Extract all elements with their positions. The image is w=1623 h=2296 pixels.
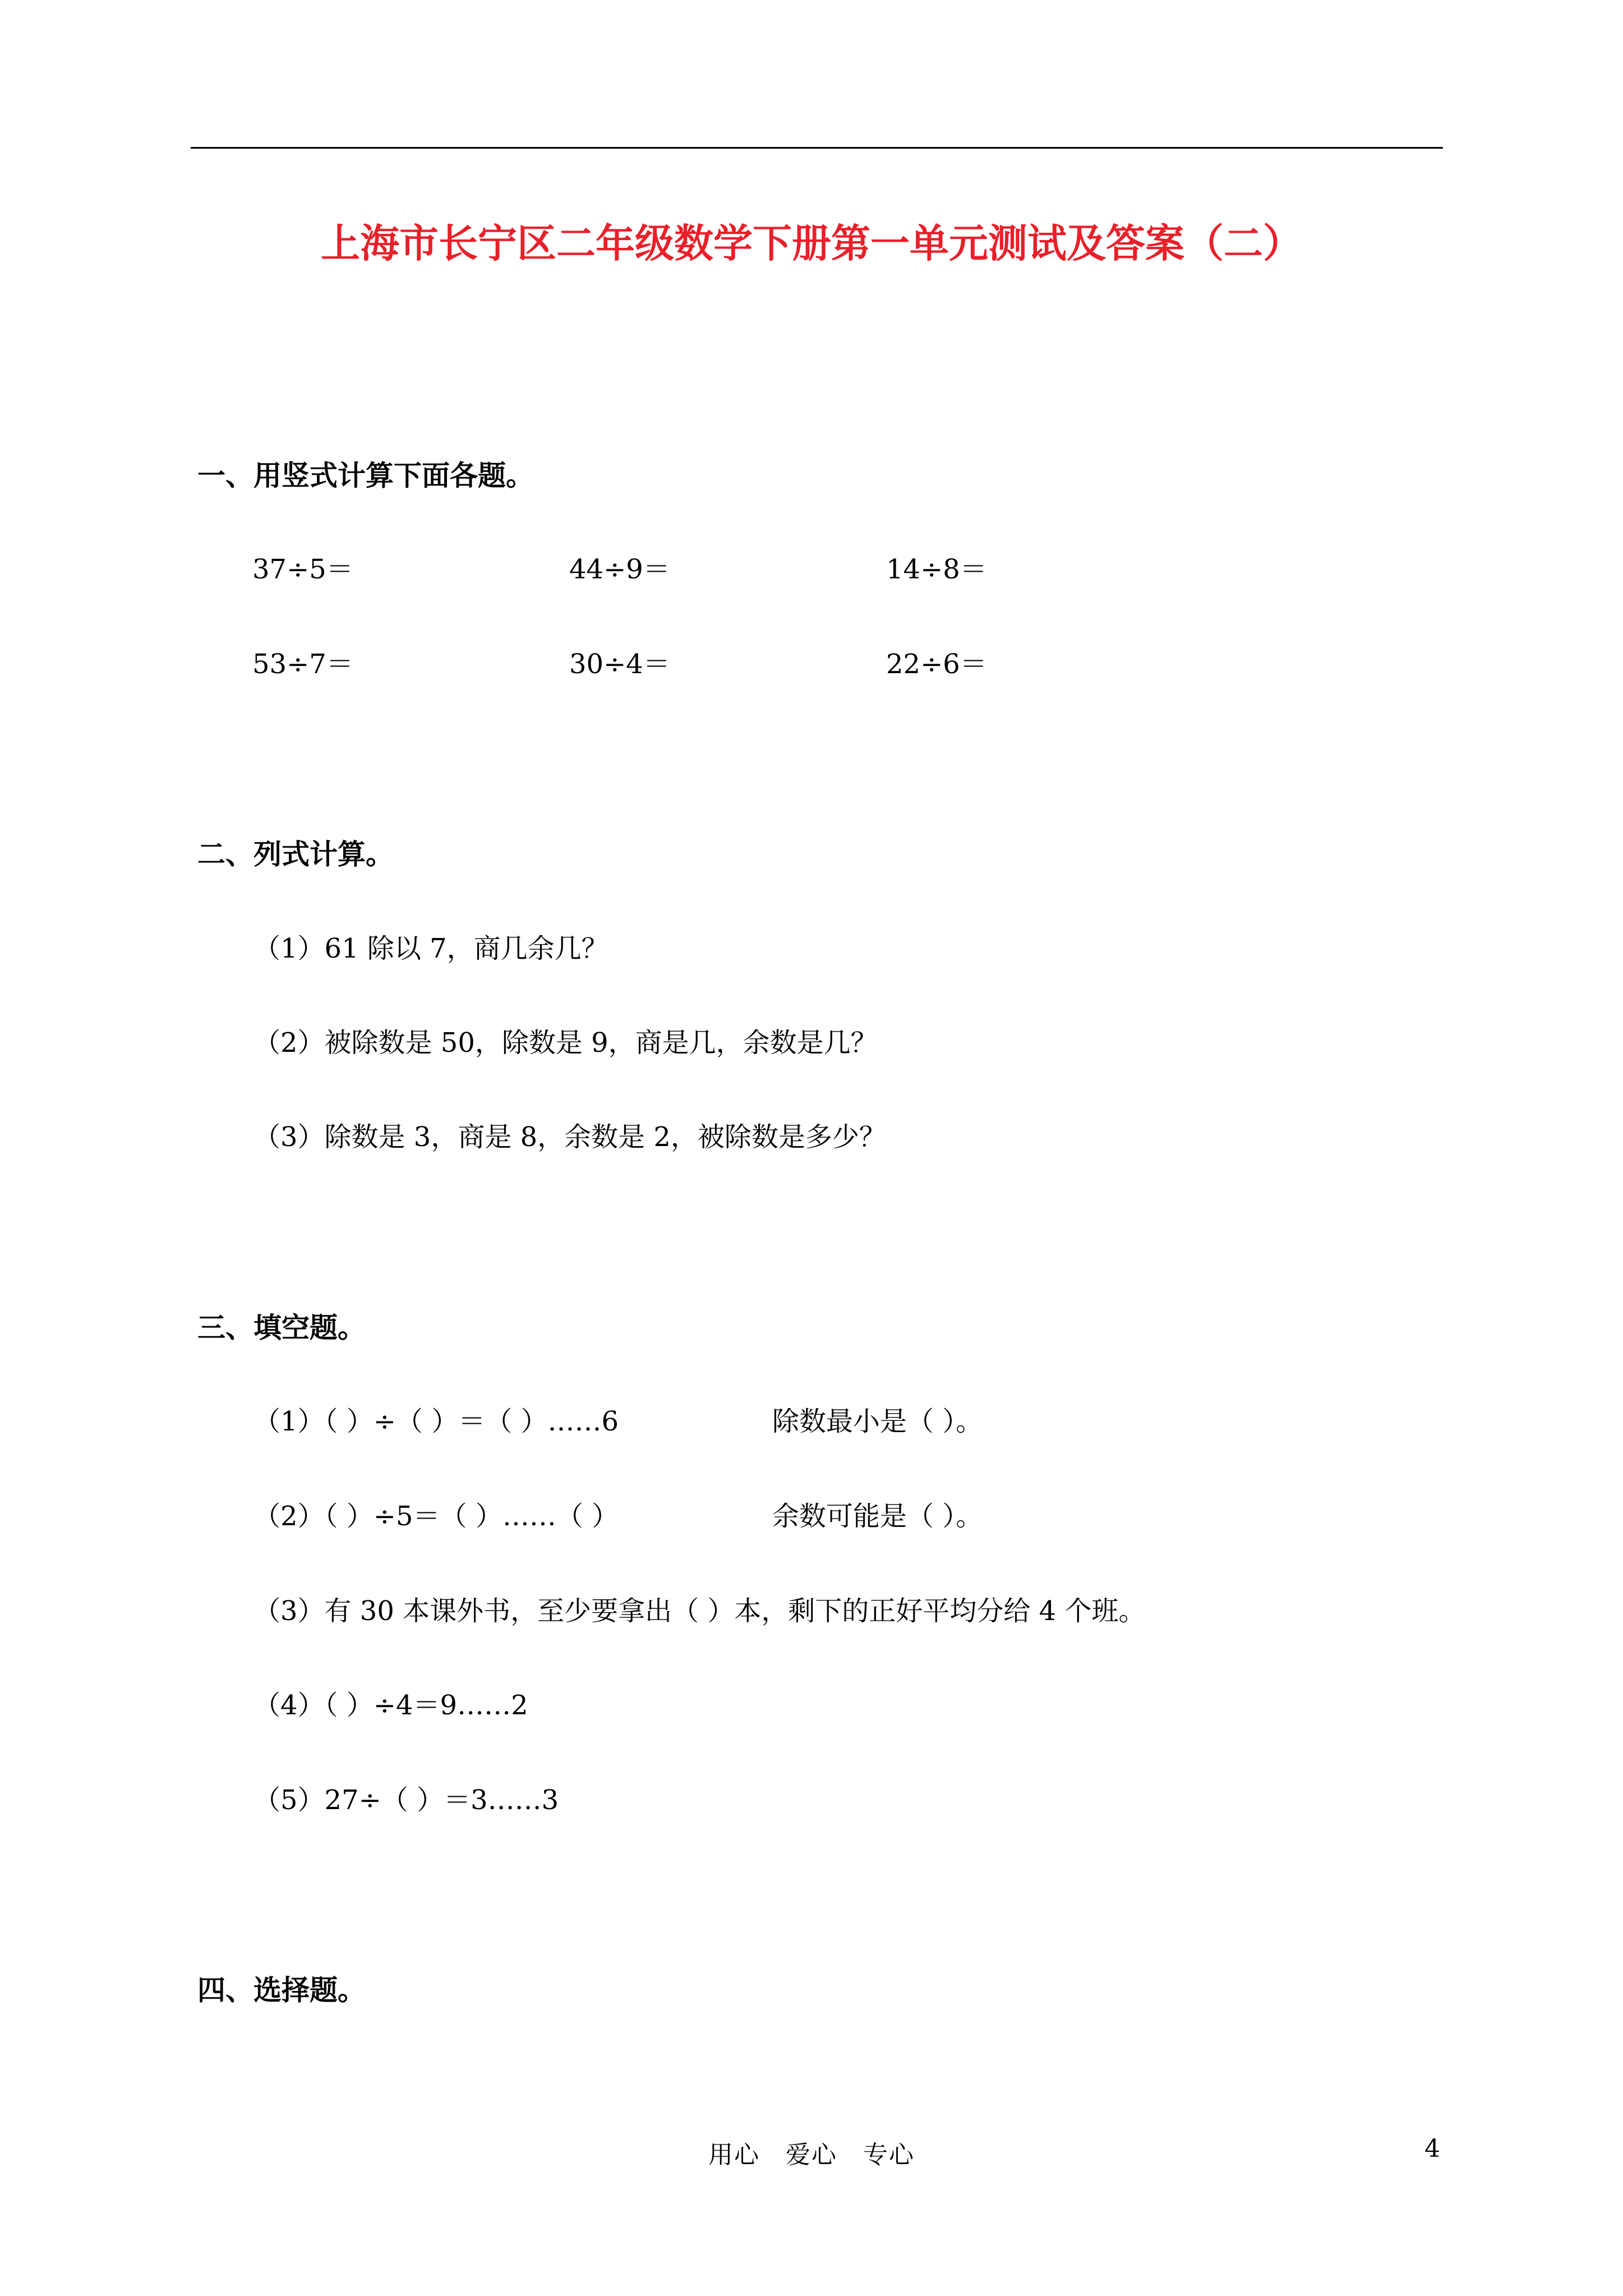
problem-2-1: （1）61 除以 7，商几余几？ xyxy=(253,933,608,964)
section-heading-3: 三、填空题。 xyxy=(197,1311,366,1344)
problem-3-2: （2）（ ）÷5＝（ ）……（ ） xyxy=(253,1501,619,1532)
problem-3-3: （3）有 30 本课外书，至少要拿出（ ）本，剩下的正好平均分给 4 个班。 xyxy=(253,1595,1146,1627)
problem-1-1: 37÷5＝ xyxy=(252,554,353,585)
section-heading-4: 四、选择题。 xyxy=(197,1973,366,2007)
problem-3-1-note: 除数最小是（ ）。 xyxy=(772,1406,983,1437)
problem-3-1: （1）（ ）÷（ ）＝（ ）……6 xyxy=(253,1406,619,1437)
problem-2-3: （3）除数是 3，商是 8，余数是 2，被除数是多少？ xyxy=(253,1121,886,1153)
section-heading-2: 二、列式计算。 xyxy=(197,838,394,871)
problem-1-5: 30÷4＝ xyxy=(569,648,670,680)
footer-motto: 用心 爱心 专心 xyxy=(708,2141,915,2169)
problem-3-2-note: 余数可能是（ ）。 xyxy=(772,1501,983,1532)
problem-1-6: 22÷6＝ xyxy=(886,648,987,680)
problem-3-4: （4）（ ）÷4＝9……2 xyxy=(253,1690,528,1721)
document-title: 上海市长宁区二年级数学下册第一单元测试及答案（二） xyxy=(321,220,1302,266)
header-rule xyxy=(191,147,1443,149)
problem-1-3: 14÷8＝ xyxy=(886,554,987,585)
problem-2-2: （2）被除数是 50，除数是 9，商是几，余数是几？ xyxy=(253,1027,878,1059)
section-heading-1: 一、用竖式计算下面各题。 xyxy=(197,459,534,492)
page-number: 4 xyxy=(1424,2134,1440,2163)
problem-1-4: 53÷7＝ xyxy=(252,648,353,680)
problem-3-5: （5）27÷（ ）＝3……3 xyxy=(253,1784,559,1816)
problem-1-2: 44÷9＝ xyxy=(569,554,670,585)
